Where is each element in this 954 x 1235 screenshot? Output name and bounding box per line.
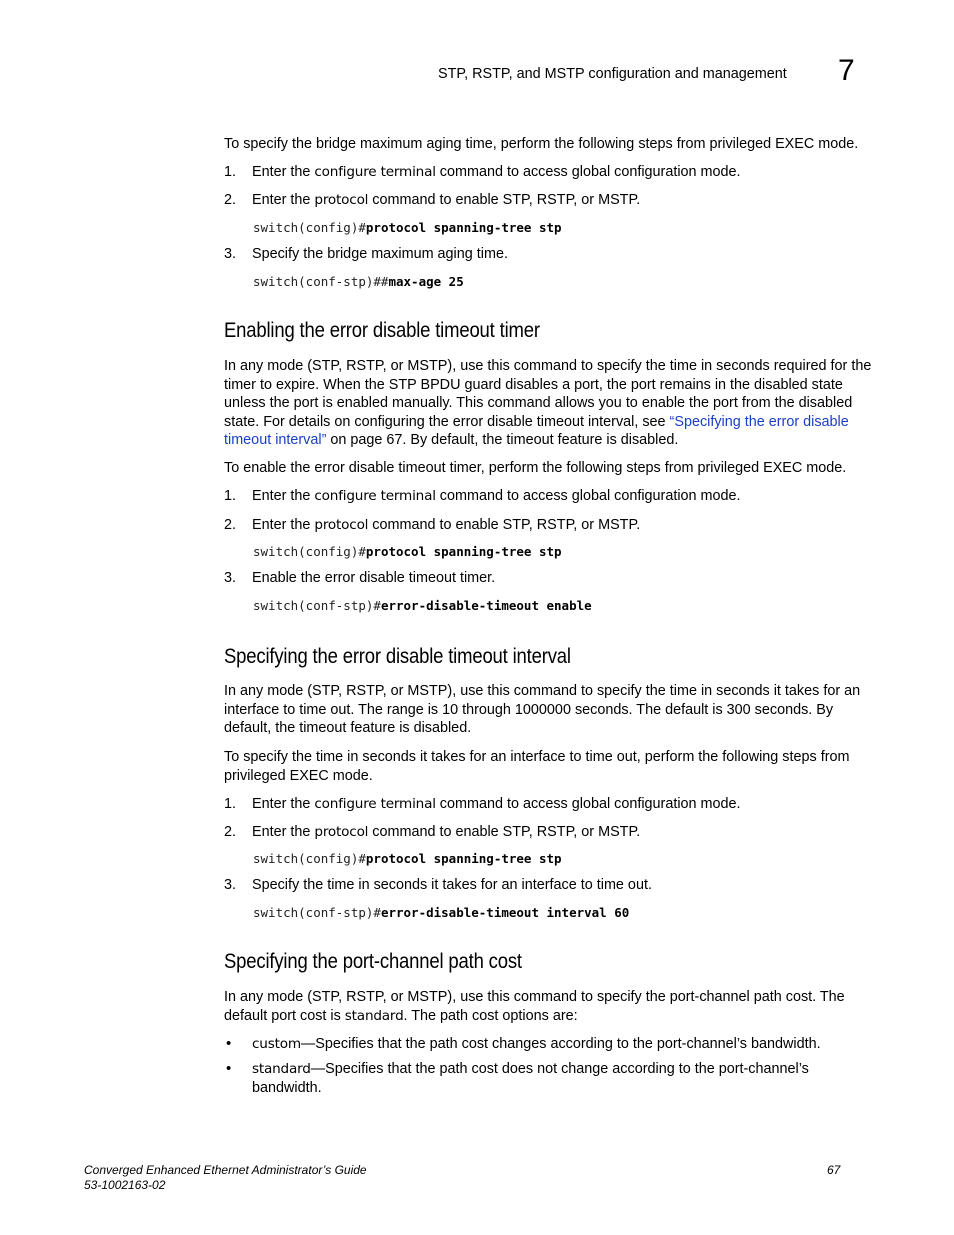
cross-reference-link[interactable]: “Specifying the error disable timeout interval” <box>224 413 849 449</box>
code-example: switch(conf-stp)#error-disable-timeout enable <box>253 598 592 613</box>
command-keyword: protocol <box>314 517 369 533</box>
command-keyword: protocol <box>314 192 369 208</box>
body-paragraph: To specify the time in seconds it takes for an interface to time out, perform the following steps from privileged EXEC mode. <box>224 749 850 784</box>
command-keyword: protocol <box>314 824 369 840</box>
code-example: switch(config)#protocol spanning-tree stp <box>253 220 562 235</box>
section-heading: Enabling the error disable timeout timer <box>224 318 540 342</box>
command-keyword: custom <box>252 1036 301 1052</box>
body-paragraph: In any mode (STP, RSTP, or MSTP), use this command to specify the port-channel path cost. The default port cost is standard. The path cost options are: <box>224 989 845 1024</box>
running-header: STP, RSTP, and MSTP configuration and management <box>438 66 787 82</box>
footer-doc-number: 53-1002163-02 <box>84 1178 166 1192</box>
bullet-icon: • <box>226 1035 232 1052</box>
chapter-number: 7 <box>838 54 855 87</box>
command-keyword: configure terminal <box>314 796 436 812</box>
footer-page-number: 67 <box>827 1163 841 1177</box>
intro-paragraph: To specify the bridge maximum aging time, perform the following steps from privileged EXEC mode. <box>224 136 859 152</box>
command-keyword: standard <box>252 1061 311 1077</box>
code-example: switch(config)#protocol spanning-tree stp <box>253 851 562 866</box>
code-example: switch(config)#protocol spanning-tree stp <box>253 544 562 559</box>
section-heading: Specifying the port-channel path cost <box>224 949 522 973</box>
body-paragraph: In any mode (STP, RSTP, or MSTP), use this command to specify the time in seconds required for the timer to expire. When the STP BPDU guard disables a port, the port remains in the disabled state unless the port is enabled manually. This command allows you to enable the port from the disabled state. For details on configuring the error disable timeout interval, see “Specifying the error disable timeout interval” on page 67. By default, the timeout feature is disabled. <box>224 358 872 449</box>
footer-book-title: Converged Enhanced Ethernet Administrator’s Guide <box>84 1163 367 1177</box>
body-paragraph: In any mode (STP, RSTP, or MSTP), use this command to specify the time in seconds it takes for an interface to time out. The range is 10 through 1000000 seconds. The default is 300 seconds. By default, the timeout feature is disabled. <box>224 683 861 737</box>
code-example: switch(conf-stp)#error-disable-timeout interval 60 <box>253 905 630 920</box>
command-keyword: configure terminal <box>314 164 436 180</box>
section-heading: Specifying the error disable timeout interval <box>224 644 571 668</box>
command-keyword: standard <box>344 1007 404 1024</box>
code-example: switch(conf-stp)##max-age 25 <box>253 274 464 289</box>
bullet-icon: • <box>226 1060 232 1077</box>
command-keyword: configure terminal <box>314 488 436 504</box>
body-paragraph: To enable the error disable timeout timer, perform the following steps from privileged EXEC mode. <box>224 460 847 476</box>
